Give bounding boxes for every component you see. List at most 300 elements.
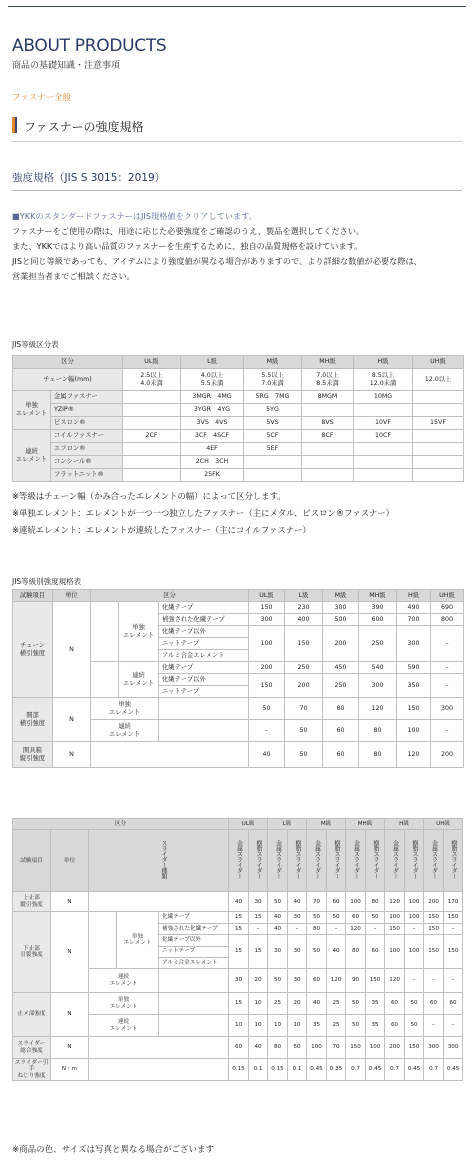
table-cell: 450 (323, 662, 359, 674)
table-cell: 100 (385, 912, 405, 923)
table-cell (302, 469, 354, 482)
header-h: H級 (385, 819, 424, 830)
table-cell: 150 (385, 923, 405, 934)
table-cell: 120 (385, 969, 405, 993)
table-cell: 2CH 3CH (181, 456, 244, 469)
table-cell: 80 (268, 1037, 288, 1059)
table-cell: – (444, 923, 463, 934)
page-subtitle: 商品の基礎知識・注意事項 (12, 61, 121, 71)
table-cell: 50 (288, 1037, 307, 1059)
table-cell: 8MGM (302, 391, 354, 404)
row-label: フラットニット® (51, 469, 123, 482)
table-cell: 100 (405, 912, 424, 923)
table-cell: 25FK (181, 469, 244, 482)
table-cell: 150 (249, 602, 285, 614)
table-cell: 10 (249, 993, 268, 1015)
resin-slider-header: 樹脂スライダー (249, 830, 268, 892)
table-cell: 200 (431, 742, 464, 768)
table-cell: 100 (307, 1037, 327, 1059)
header-test: 試験項目 (13, 830, 51, 892)
chain-width-cell: 4.0以上 5.5未満 (181, 369, 244, 391)
table-cell: 40 (307, 993, 327, 1015)
row-label: アルミ合金エレメント (159, 957, 229, 968)
row-label: 金属ファスナー (51, 391, 123, 404)
table-cell: 80 (359, 742, 397, 768)
table-cell (413, 456, 464, 469)
metal-slider-header: 金属スライダー (424, 830, 444, 892)
table-cell: 100 (249, 626, 285, 662)
table-cell: 50 (285, 742, 323, 768)
table-cell (413, 443, 464, 456)
retainer-test-label: 開具箱 縦引強度 (13, 742, 53, 768)
table-cell: 30 (288, 935, 307, 969)
table-cell: 150 (405, 1037, 424, 1059)
table-cell (302, 443, 354, 456)
table-cell: 800 (431, 614, 464, 626)
table-cell: 250 (323, 674, 359, 698)
header-uh: UH級 (431, 590, 464, 602)
bottom-stop-label: 下止部 引裂強度 (13, 912, 51, 993)
table-cell: – (366, 923, 385, 934)
table-cell: 40 (249, 742, 285, 768)
table-cell: 40 (229, 892, 249, 912)
table-cell: 60 (424, 993, 444, 1015)
table-cell: 8CF (302, 430, 354, 443)
table-cell (354, 469, 413, 482)
table-cell (123, 456, 181, 469)
table-cell: 300 (431, 698, 464, 720)
unit-cell: N (51, 892, 89, 912)
table-cell: 50 (307, 912, 327, 923)
slider-type-header: スライダー種類 (89, 830, 229, 892)
table-cell: 3VS 4VS (181, 417, 244, 430)
table-cell: 540 (359, 662, 397, 674)
row-label: ニットテープ (159, 686, 249, 698)
table-cell (302, 404, 354, 417)
table-cell: 60 (444, 993, 463, 1015)
metal-slider-header: 金属スライダー (229, 830, 249, 892)
table-cell (123, 404, 181, 417)
unit-cell: N (53, 698, 91, 742)
table-cell: 2CF (123, 430, 181, 443)
row-label: 化繊テープ (159, 662, 249, 674)
table-cell: 150 (424, 912, 444, 923)
table-cell: 490 (397, 602, 431, 614)
table-cell: 15 (229, 923, 249, 934)
table-cell: 100 (405, 935, 424, 969)
table-cell: 100 (385, 935, 405, 969)
table-cell: – (431, 662, 464, 674)
table-cell: 60 (323, 720, 359, 742)
table-cell: 0.1 (249, 1059, 268, 1081)
header-test: 試験項目 (13, 590, 53, 602)
resin-slider-header: 樹脂スライダー (444, 830, 463, 892)
table-cell: 10 (229, 1015, 249, 1037)
table-cell: 15 (249, 912, 268, 923)
table-cell: 50 (285, 720, 323, 742)
table-cell: 300 (359, 674, 397, 698)
table1-grade-h: H級 (354, 356, 413, 369)
table-cell: 100 (397, 720, 431, 742)
table-cell (302, 456, 354, 469)
table-cell: 300 (249, 614, 285, 626)
table-cell: 150 (346, 1037, 366, 1059)
chain-width-cell: 8.5以上 12.0未満 (354, 369, 413, 391)
table-cell: 40 (268, 923, 288, 934)
row-label: 補強された化繊テープ (159, 614, 249, 626)
table-cell: 500 (323, 614, 359, 626)
table-cell: 120 (359, 698, 397, 720)
table-cell: 35 (366, 1015, 385, 1037)
table-cell: 700 (397, 614, 431, 626)
table-cell (413, 469, 464, 482)
table-cell: 15VF (413, 417, 464, 430)
table-cell: 120 (327, 969, 346, 993)
table-cell: 120 (385, 892, 405, 912)
header-m: M級 (307, 819, 346, 830)
table-cell: 600 (359, 614, 397, 626)
table-cell: 80 (307, 923, 327, 934)
table-cell: 10 (249, 1015, 268, 1037)
table-cell (413, 404, 464, 417)
table-cell: 15 (229, 912, 249, 923)
table-cell: 0.7 (346, 1059, 366, 1081)
table1-header-category: 区分 (13, 356, 123, 369)
table-cell: 200 (385, 1037, 405, 1059)
section-divider (12, 141, 462, 142)
table-cell: 70 (285, 698, 323, 720)
table-cell: 0.15 (229, 1059, 249, 1081)
table-cell: 10CF (354, 430, 413, 443)
row-label: ニットテープ (159, 946, 229, 957)
table-cell: 30 (288, 912, 307, 923)
table-cell: 50 (346, 993, 366, 1015)
table-cell (413, 391, 464, 404)
table-cell: 0.7 (385, 1059, 405, 1081)
header-h: H級 (397, 590, 431, 602)
table-cell: – (327, 923, 346, 934)
unit-cell: N (51, 993, 89, 1037)
header-unit: 単位 (53, 590, 91, 602)
table-cell: 170 (444, 892, 463, 912)
metal-slider-header: 金属スライダー (385, 830, 405, 892)
table-cell: 150 (366, 969, 385, 993)
table-cell: 80 (366, 892, 385, 912)
section-title: ファスナーの強度規格 (24, 120, 144, 134)
table-cell: 150 (249, 674, 285, 698)
table-cell: 8VS (302, 417, 354, 430)
chain-width-cell: 7.0以上 8.5未満 (302, 369, 354, 391)
header-unit: 単位 (51, 830, 89, 892)
table-cell: 120 (397, 742, 431, 768)
table-cell (244, 456, 302, 469)
table-cell: 20 (249, 969, 268, 993)
table-cell: 10VF (354, 417, 413, 430)
note-3: ※連続エレメント：エレメントが連続したファスナー（主にコイルファスナー） (12, 525, 311, 535)
table-cell: 50 (346, 1015, 366, 1037)
table-cell (244, 469, 302, 482)
table2-caption: JIS等級別強度規格表 (12, 577, 82, 586)
page-title: ABOUT PRODUCTS (12, 36, 167, 56)
row-label: 化繊テープ以外 (159, 626, 249, 638)
table1-caption: JIS等級区分表 (12, 340, 59, 349)
intro-line-4: JISと同じ等級であっても、アイテムにより強度値が異なる場合がありますので、より詳細な数値が必要な際は、 (12, 256, 422, 266)
header-mh: MH級 (346, 819, 385, 830)
table-cell: – (288, 923, 307, 934)
table-cell: 150 (397, 698, 431, 720)
unit-cell: N (53, 602, 91, 698)
table-cell: 60 (323, 742, 359, 768)
table-cell: 80 (359, 720, 397, 742)
table-cell: 200 (249, 662, 285, 674)
table-cell: – (431, 626, 464, 662)
table-cell: 3CF 4SCF (181, 430, 244, 443)
single-element-label: 単独 エレメント (119, 602, 159, 662)
table-cell: 15 (229, 935, 249, 969)
table-cell: – (405, 969, 424, 993)
table-cell: – (249, 923, 268, 934)
table-cell: 0.45 (307, 1059, 327, 1081)
row-label: アルミ合金エレメント (159, 650, 249, 662)
row-label: コイルファスナー (51, 430, 123, 443)
slider-total-label: スライダー 総合強度 (13, 1037, 51, 1059)
table-cell: 35 (366, 993, 385, 1015)
table-cell: 0.45 (444, 1059, 463, 1081)
table-cell: 3YGR 4YG (181, 404, 244, 417)
table1-grade-mh: MH級 (302, 356, 354, 369)
table-cell: 300 (323, 602, 359, 614)
table1-grade-uh: UH級 (413, 356, 464, 369)
table-cell: 150 (444, 935, 463, 969)
table-cell: 60 (327, 892, 346, 912)
table-cell: 250 (359, 626, 397, 662)
table-cell: 0.35 (327, 1059, 346, 1081)
chain-width-cell: 2.5以上 4.0未満 (123, 369, 181, 391)
intro-line-2: ファスナーをご使用の際は、用途に応じた必要強度をご確認のうえ、製品を選択してください。 (12, 226, 365, 236)
top-stop-label: 上止部 縦引強度 (13, 892, 51, 912)
unit-cell: N (53, 742, 91, 768)
chain-width-cell: 12.0以上 (413, 369, 464, 391)
table-cell: 150 (444, 912, 463, 923)
table1-grade-ul: UL級 (123, 356, 181, 369)
row-label: エフロン® (51, 443, 123, 456)
row-label: YZiP® (51, 404, 123, 417)
table-cell (123, 417, 181, 430)
section-accent-bar-dark (15, 117, 17, 133)
table-cell: 50 (268, 969, 288, 993)
table-cell: 60 (307, 969, 327, 993)
table-cell: – (444, 969, 463, 993)
table1-grade-l: L級 (181, 356, 244, 369)
single-element-label: 単独 エレメント (91, 698, 159, 720)
table-cell: 25 (327, 1015, 346, 1037)
standard-title: 強度規格（JIS S 3015：2019） (12, 172, 166, 184)
metal-slider-header: 金属スライダー (346, 830, 366, 892)
metal-slider-header: 金属スライダー (307, 830, 327, 892)
table-cell: 30 (288, 969, 307, 993)
table-cell: 10MG (354, 391, 413, 404)
table-cell: 120 (346, 923, 366, 934)
row-label: 化繊テープ以外 (159, 935, 229, 946)
row-label: ニットテープ (159, 638, 249, 650)
chain-test-label: チェーン 横引強度 (13, 602, 53, 698)
table-cell: 30 (229, 969, 249, 993)
table-cell: 250 (285, 662, 323, 674)
header-category: 区分 (91, 590, 249, 602)
table-cell: 20 (288, 993, 307, 1015)
table-cell: 70 (307, 892, 327, 912)
pull-tab-torsion-label: スライダー引手 ねじり強度 (13, 1059, 51, 1081)
table-cell: 350 (397, 674, 431, 698)
table-cell: 80 (346, 935, 366, 969)
table1-grade-m: M級 (244, 356, 302, 369)
table-cell: – (431, 674, 464, 698)
table-cell: 0.7 (424, 1059, 444, 1081)
header-category: 区分 (13, 819, 229, 830)
header-m: M級 (323, 590, 359, 602)
row-label: 化繊テープ (159, 602, 249, 614)
chain-width-cell: 5.5以上 7.0未満 (244, 369, 302, 391)
linked-element-label: 連続 エレメント (89, 969, 159, 993)
table-cell: 100 (346, 892, 366, 912)
note-2: ※単独エレメント：エレメントが一つ一つ独立したファスナー（主にメタル、ビスロン®ファスナー） (12, 508, 395, 518)
header-l: L級 (285, 590, 323, 602)
unit-cell: N・m (51, 1059, 89, 1081)
table-cell: 35 (307, 1015, 327, 1037)
table-cell: 15 (229, 993, 249, 1015)
metal-slider-header: 金属スライダー (268, 830, 288, 892)
slider-strength-table (12, 818, 463, 1081)
grade-classification-table (12, 355, 464, 482)
table-cell: 15 (249, 935, 268, 969)
table-cell: 30 (268, 935, 288, 969)
table-cell: 5CF (244, 430, 302, 443)
linked-element-label: 連続 エレメント (89, 1015, 159, 1037)
table-cell: 40 (288, 892, 307, 912)
table-cell (354, 404, 413, 417)
table-cell: 0.1 (288, 1059, 307, 1081)
table-cell: 50 (268, 892, 288, 912)
header-top-line (8, 6, 466, 7)
header-ul: UL級 (249, 590, 285, 602)
table-cell: 50 (307, 935, 327, 969)
table-cell: 150 (424, 935, 444, 969)
resin-slider-header: 樹脂スライダー (405, 830, 424, 892)
header-uh: UH級 (424, 819, 463, 830)
table-cell: 150 (424, 923, 444, 934)
table-cell (123, 443, 181, 456)
footer-note: ※商品の色、サイズは写真と異なる場合がございます (12, 1145, 214, 1155)
table-cell: 10 (288, 1015, 307, 1037)
table-cell: 40 (249, 1037, 268, 1059)
table-cell: 100 (405, 892, 424, 912)
linked-element-label: 連続 エレメント (119, 662, 159, 698)
row-label: コンシール® (51, 456, 123, 469)
table-cell: 300 (424, 1037, 444, 1059)
resin-slider-header: 樹脂スライダー (327, 830, 346, 892)
category-label[interactable]: ファスナー全般 (12, 93, 72, 103)
header-ul: UL級 (229, 819, 268, 830)
resin-slider-header: 樹脂スライダー (288, 830, 307, 892)
resin-slider-header: 樹脂スライダー (366, 830, 385, 892)
single-element-label: 単独 エレメント (89, 993, 159, 1015)
table-cell: 300 (444, 1037, 463, 1059)
header-l: L級 (268, 819, 307, 830)
header-mh: MH級 (359, 590, 397, 602)
table-cell: 300 (397, 626, 431, 662)
table-cell: – (444, 1015, 463, 1037)
table-cell (123, 391, 181, 404)
row-label: 補強された化繊テープ (159, 923, 229, 934)
table-cell (123, 469, 181, 482)
table-cell: 0.15 (268, 1059, 288, 1081)
table-cell: – (424, 969, 444, 993)
table-cell: 5YG (244, 404, 302, 417)
strength-table (12, 589, 464, 768)
table-cell: 5EF (244, 443, 302, 456)
intro-line-3: また、YKKではより高い品質のファスナーを生産するために、独自の品質規格を設けています。 (12, 241, 363, 251)
table-cell: 25 (327, 993, 346, 1015)
table-cell: – (405, 923, 424, 934)
unit-cell: N (51, 1037, 89, 1059)
table-cell: 200 (323, 626, 359, 662)
table-cell: 60 (229, 1037, 249, 1059)
row-label: ビスロン® (51, 417, 123, 430)
linked-element-label: 連続 エレメント (13, 430, 51, 482)
table-cell: – (424, 1015, 444, 1037)
table-cell: 150 (285, 626, 323, 662)
table-cell: 5RG 7MG (244, 391, 302, 404)
table-cell: – (431, 720, 464, 742)
table-cell: 4EF (181, 443, 244, 456)
table-cell: 390 (359, 602, 397, 614)
table-cell: 230 (285, 602, 323, 614)
intro-line-1: ■YKKのスタンダードファスナーはJIS規格値をクリアしています。 (12, 211, 257, 221)
table-cell: 50 (366, 912, 385, 923)
row-label: 化繊テープ以外 (159, 674, 249, 686)
table-cell: 50 (405, 1015, 424, 1037)
table-cell: 60 (346, 912, 366, 923)
table-cell: 200 (424, 892, 444, 912)
table-cell: 0.45 (405, 1059, 424, 1081)
stopper-strength-label: 止メ部強度 (13, 993, 51, 1037)
table-cell: 70 (327, 1037, 346, 1059)
table-cell: 25 (268, 993, 288, 1015)
table-cell (354, 443, 413, 456)
table-cell: 40 (268, 912, 288, 923)
table-cell: 5VS (244, 417, 302, 430)
table-cell: 50 (405, 993, 424, 1015)
table-cell: 3MGR 4MG (181, 391, 244, 404)
row-label: 化繊テープ (159, 912, 229, 923)
table-cell: 590 (397, 662, 431, 674)
table-cell (354, 456, 413, 469)
open-test-label: 開部 横引強度 (13, 698, 53, 742)
linked-element-label: 連続 エレメント (91, 720, 159, 742)
standard-divider (12, 190, 462, 191)
table-cell: – (249, 720, 285, 742)
table-cell: 200 (285, 674, 323, 698)
note-1: ※等級はチェーン幅（かみ合ったエレメントの幅）によって区分します。 (12, 491, 286, 501)
table-cell: 40 (327, 935, 346, 969)
table-cell: 60 (385, 993, 405, 1015)
table-cell: 50 (327, 912, 346, 923)
table-cell: 0.45 (366, 1059, 385, 1081)
table-cell: 60 (366, 935, 385, 969)
table-cell: 90 (346, 969, 366, 993)
table-cell (413, 430, 464, 443)
chain-width-label: チェーン幅(mm) (13, 369, 123, 391)
